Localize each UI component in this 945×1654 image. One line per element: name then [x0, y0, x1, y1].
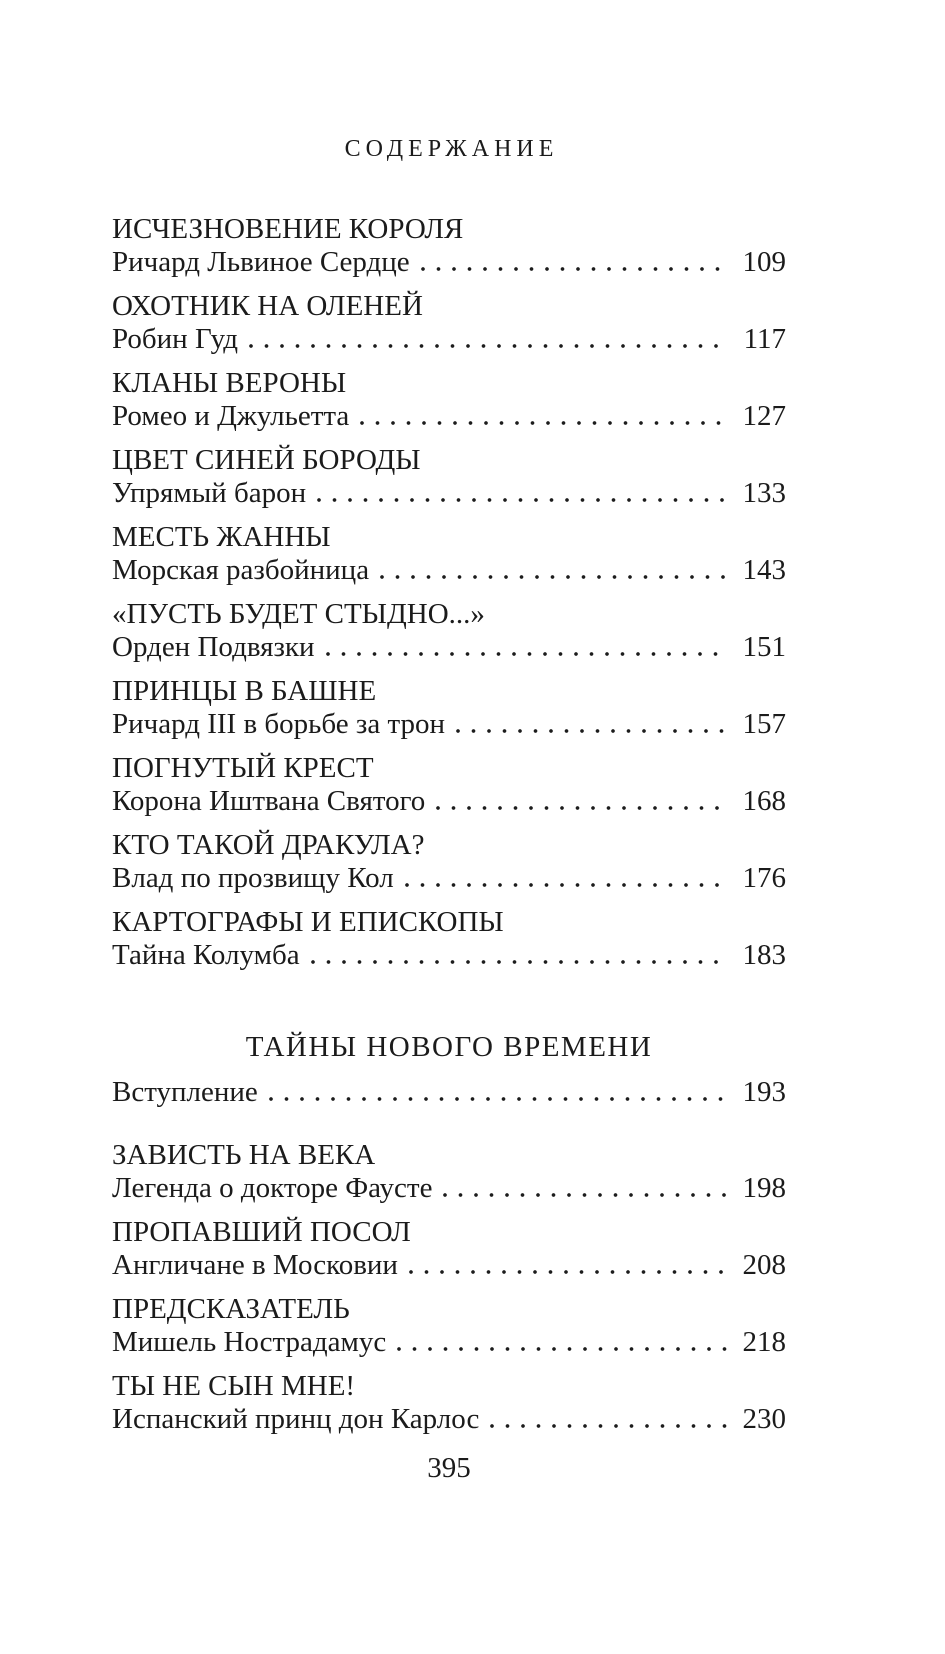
entry-title: ИСЧЕЗНОВЕНИЕ КОРОЛЯ — [112, 213, 464, 245]
entry-subtitle: Влад по прозвищу Кол — [112, 862, 394, 894]
dot-leader — [349, 400, 738, 433]
toc-entry — [112, 1139, 786, 1205]
entry-page-number: 168 — [742, 785, 786, 817]
entry-subtitle-row — [112, 1249, 786, 1282]
entry-subtitle-row — [112, 1403, 786, 1436]
entry-title: «ПУСТЬ БУДЕТ СТЫДНО...» — [112, 598, 485, 630]
entry-page-number: 183 — [742, 939, 786, 971]
entry-subtitle: Ричард III в борьбе за трон — [112, 708, 445, 740]
dot-leader — [410, 246, 738, 279]
entry-title: ЗАВИСТЬ НА ВЕКА — [112, 1139, 376, 1171]
entry-title: ПОГНУТЫЙ КРЕСТ — [112, 752, 374, 784]
entry-title: МЕСТЬ ЖАННЫ — [112, 521, 331, 553]
entry-page-number: 133 — [742, 477, 786, 509]
entry-page-number: 208 — [742, 1249, 786, 1281]
entry-title: ТЫ НЕ СЫН МНЕ! — [112, 1370, 356, 1402]
entry-title: ПРЕДСКАЗАТЕЛЬ — [112, 1293, 350, 1325]
dot-leader — [306, 477, 738, 510]
toc-entry — [112, 367, 786, 433]
entry-subtitle-row — [112, 400, 786, 433]
entry-page-number: 127 — [742, 400, 786, 432]
dot-leader — [479, 1403, 738, 1436]
toc-part1-list — [112, 213, 786, 972]
entry-subtitle: Ромео и Джульетта — [112, 400, 350, 432]
entry-title: ПРОПАВШИЙ ПОСОЛ — [112, 1216, 411, 1248]
dot-leader — [425, 785, 738, 818]
toc-entry — [112, 675, 786, 741]
entry-subtitle: Испанский принц дон Карлос — [112, 1403, 480, 1435]
entry-title: КЛАНЫ ВЕРОНЫ — [112, 367, 347, 399]
entry-subtitle: Ричард Львиное Сердце — [112, 246, 410, 278]
entry-subtitle-row — [112, 1172, 786, 1205]
entry-title: ОХОТНИК НА ОЛЕНЕЙ — [112, 290, 423, 322]
entry-page-number: 193 — [742, 1076, 786, 1108]
entry-subtitle: Тайна Колумба — [112, 939, 300, 971]
dot-leader — [394, 862, 738, 895]
content-column — [112, 0, 786, 1436]
dot-leader — [300, 939, 738, 972]
toc-entry — [112, 829, 786, 895]
toc-entry — [112, 752, 786, 818]
toc-entry — [112, 213, 786, 279]
dot-leader — [315, 631, 738, 664]
entry-label: Вступление — [112, 1076, 258, 1108]
entry-page-number: 109 — [742, 246, 786, 278]
entry-page-number: 157 — [742, 708, 786, 740]
entry-subtitle: Легенда о докторе Фаусте — [112, 1172, 433, 1204]
entry-page-number: 151 — [742, 631, 786, 663]
entry-title: ЦВЕТ СИНЕЙ БОРОДЫ — [112, 444, 421, 476]
toc-entry — [112, 1216, 786, 1282]
entry-subtitle: Орден Подвязки — [112, 631, 315, 663]
dot-leader — [445, 708, 738, 741]
dot-leader — [369, 554, 738, 587]
entry-subtitle-row — [112, 554, 786, 587]
entry-page-number: 143 — [742, 554, 786, 586]
toc-entry — [112, 598, 786, 664]
toc-entry — [112, 1370, 786, 1436]
entry-subtitle: Робин Гуд — [112, 323, 239, 355]
entry-subtitle-row — [112, 246, 786, 279]
dot-leader — [238, 323, 738, 356]
toc-intro-entry — [112, 1076, 786, 1109]
entry-page-number: 218 — [742, 1326, 786, 1358]
entry-page-number: 198 — [742, 1172, 786, 1204]
toc-part2-list — [112, 1139, 786, 1436]
entry-subtitle-row — [112, 323, 786, 356]
entry-subtitle-row — [112, 862, 786, 895]
section-heading: ТАЙНЫ НОВОГО ВРЕМЕНИ — [245, 1031, 653, 1063]
entry-subtitle-row — [112, 939, 786, 972]
entry-subtitle-row — [112, 631, 786, 664]
entry-subtitle: Упрямый барон — [112, 477, 307, 509]
entry-subtitle-row — [112, 1326, 786, 1359]
entry-title: КАРТОГРАФЫ И ЕПИСКОПЫ — [112, 906, 504, 938]
entry-subtitle: Корона Иштвана Святого — [112, 785, 426, 817]
entry-subtitle-row — [112, 785, 786, 818]
dot-leader — [258, 1076, 738, 1109]
toc-entry — [112, 444, 786, 510]
entry-page-number: 176 — [742, 862, 786, 894]
toc-entry — [112, 290, 786, 356]
entry-subtitle: Морская разбойница — [112, 554, 370, 586]
dot-leader — [386, 1326, 738, 1359]
toc-entry — [112, 521, 786, 587]
entry-subtitle: Англичане в Московии — [112, 1249, 398, 1281]
entry-subtitle-row — [112, 477, 786, 510]
toc-entry — [112, 906, 786, 972]
page-title: СОДЕРЖАНИЕ — [344, 136, 559, 162]
entry-page-number: 117 — [743, 323, 786, 355]
toc-entry — [112, 1293, 786, 1359]
entry-subtitle: Мишель Нострадамус — [112, 1326, 387, 1358]
page-footer-number: 395 — [427, 1452, 471, 1484]
entry-subtitle-row — [112, 708, 786, 741]
entry-title: КТО ТАКОЙ ДРАКУЛА? — [112, 829, 425, 861]
dot-leader — [398, 1249, 738, 1282]
entry-title: ПРИНЦЫ В БАШНЕ — [112, 675, 377, 707]
entry-page-number: 230 — [742, 1403, 786, 1435]
dot-leader — [432, 1172, 738, 1205]
